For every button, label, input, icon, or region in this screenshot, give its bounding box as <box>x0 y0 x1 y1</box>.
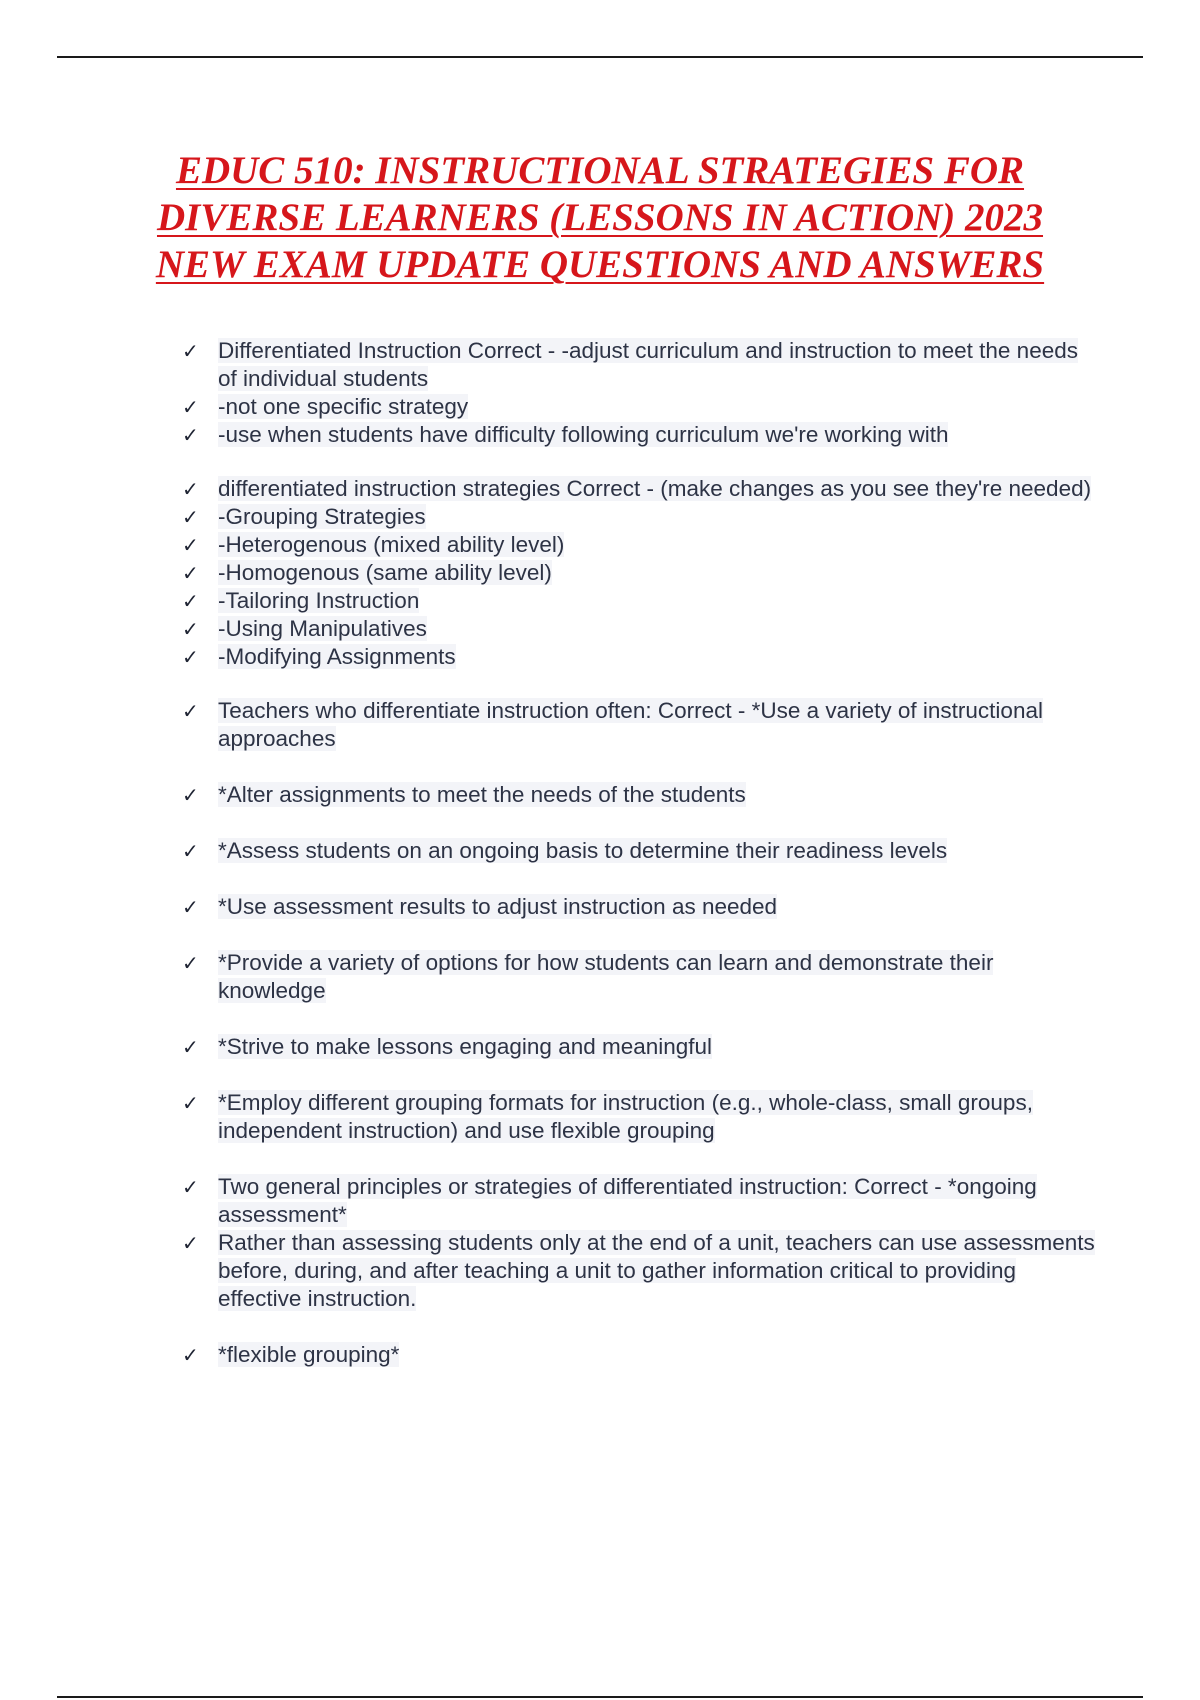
qa-list <box>0 337 1200 1369</box>
list-item <box>0 1229 1200 1313</box>
check-mark-icon: ✓ <box>182 339 199 363</box>
check-mark-icon: ✓ <box>182 1175 199 1199</box>
list-item <box>0 893 1200 921</box>
check-mark-icon: ✓ <box>182 783 199 807</box>
check-mark-icon: ✓ <box>182 589 199 613</box>
list-item <box>0 697 1200 753</box>
title-line-3: NEW EXAM UPDATE QUESTIONS AND ANSWERS <box>155 243 1045 286</box>
list-item-text: Differentiated Instruction Correct - -adjust curriculum and instruction to meet the needs of individual students <box>218 338 1078 391</box>
check-mark-icon: ✓ <box>182 617 199 641</box>
list-item <box>0 1341 1200 1369</box>
check-mark-icon: ✓ <box>182 395 199 419</box>
list-item <box>0 1089 1200 1145</box>
list-item <box>0 559 1200 587</box>
list-item-text: *flexible grouping* <box>218 1342 400 1367</box>
list-item <box>0 587 1200 615</box>
check-mark-icon: ✓ <box>182 895 199 919</box>
list-item <box>0 337 1200 393</box>
check-mark-icon: ✓ <box>182 477 199 501</box>
list-item-text: Rather than assessing students only at the end of a unit, teachers can use assessments before, during, and after teaching a unit to gather information critical to providing effective instruction. <box>218 1230 1095 1311</box>
list-item-text: -Modifying Assignments <box>218 644 456 669</box>
list-item-text: -Using Manipulatives <box>218 616 427 641</box>
list-item-text: *Employ different grouping formats for instruction (e.g., whole-class, small groups, independent instruction) and use flexible grouping <box>218 1090 1033 1143</box>
list-item-text: -Tailoring Instruction <box>218 588 420 613</box>
check-mark-icon: ✓ <box>182 1035 199 1059</box>
check-mark-icon: ✓ <box>182 423 199 447</box>
check-mark-icon: ✓ <box>182 645 199 669</box>
check-mark-icon: ✓ <box>182 1343 199 1367</box>
list-item-text: -use when students have difficulty following curriculum we're working with <box>218 422 949 447</box>
list-item <box>0 1173 1200 1229</box>
document-title <box>100 147 1100 288</box>
list-item-text: *Alter assignments to meet the needs of the students <box>218 782 746 807</box>
check-mark-icon: ✓ <box>182 699 199 723</box>
list-item <box>0 949 1200 1005</box>
list-item-text: differentiated instruction strategies Correct - (make changes as you see they're needed) <box>218 476 1092 501</box>
list-item-text: -not one specific strategy <box>218 394 469 419</box>
list-item <box>0 837 1200 865</box>
title-line-2: DIVERSE LEARNERS (LESSONS IN ACTION) 2023 <box>156 196 1044 239</box>
top-rule <box>57 56 1143 58</box>
list-item-text: *Strive to make lessons engaging and meaningful <box>218 1034 713 1059</box>
list-item-text: Teachers who differentiate instruction often: Correct - *Use a variety of instructional approaches <box>218 698 1043 751</box>
list-item <box>0 503 1200 531</box>
list-item-text: *Use assessment results to adjust instruction as needed <box>218 894 778 919</box>
list-item <box>0 1033 1200 1061</box>
list-item-text: -Grouping Strategies <box>218 504 426 529</box>
check-mark-icon: ✓ <box>182 1231 199 1255</box>
check-mark-icon: ✓ <box>182 561 199 585</box>
list-item <box>0 531 1200 559</box>
list-item-text: Two general principles or strategies of differentiated instruction: Correct - *ongoing assessment* <box>218 1174 1037 1227</box>
list-item-text: *Provide a variety of options for how students can learn and demonstrate their knowledge <box>218 950 994 1003</box>
list-item <box>0 421 1200 449</box>
list-item <box>0 615 1200 643</box>
check-mark-icon: ✓ <box>182 505 199 529</box>
check-mark-icon: ✓ <box>182 839 199 863</box>
check-mark-icon: ✓ <box>182 1091 199 1115</box>
list-item-text: -Homogenous (same ability level) <box>218 560 552 585</box>
title-line-1: EDUC 510: INSTRUCTIONAL STRATEGIES FOR <box>175 149 1025 192</box>
bottom-rule <box>57 1696 1143 1698</box>
check-mark-icon: ✓ <box>182 533 199 557</box>
list-item-text: -Heterogenous (mixed ability level) <box>218 532 565 557</box>
list-item <box>0 393 1200 421</box>
list-item <box>0 781 1200 809</box>
check-mark-icon: ✓ <box>182 951 199 975</box>
list-item <box>0 475 1200 503</box>
list-item-text: *Assess students on an ongoing basis to determine their readiness levels <box>218 838 948 863</box>
list-item <box>0 643 1200 671</box>
